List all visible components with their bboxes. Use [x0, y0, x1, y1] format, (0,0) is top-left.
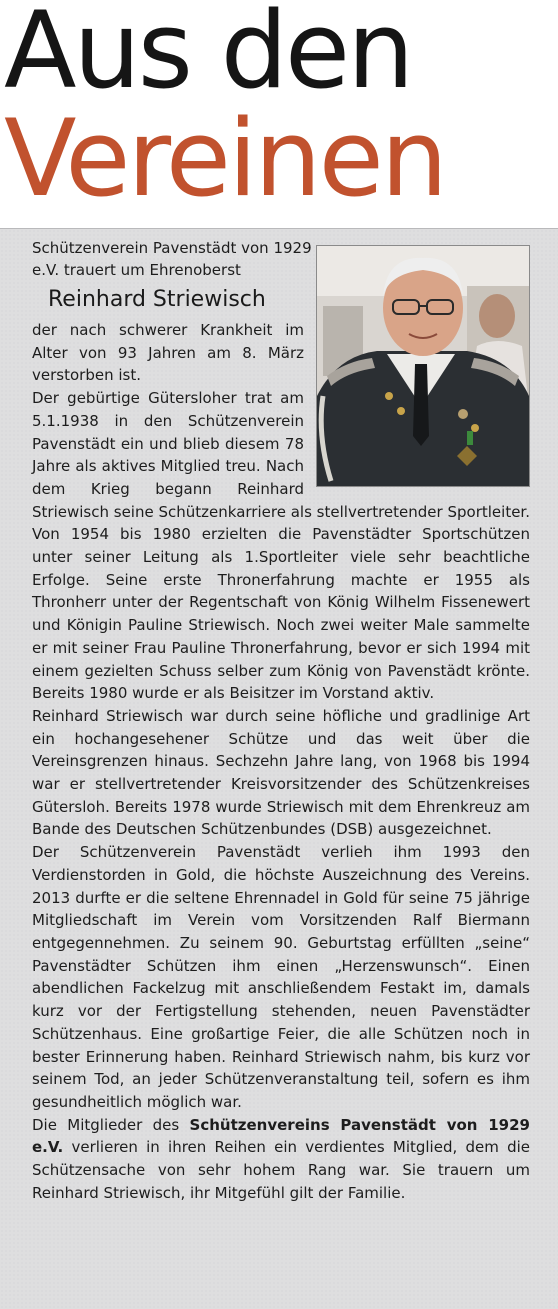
portrait-illustration	[317, 246, 529, 486]
article-panel	[0, 228, 558, 1309]
club-name-bold: Schützenvereins Pavenstädt von 1929 e.V.	[32, 1115, 530, 1157]
portrait-photo	[316, 245, 530, 487]
article-body	[32, 237, 530, 1204]
header	[0, 0, 558, 226]
paragraph-1: der nach schwerer Krankheit im Alter von 93 Jahren am 8. März verstorben ist.	[32, 321, 304, 385]
paragraph-5-end: verlieren in ihren Reihen ein verdientes Mitglied, dem die Schützensache von sehr hohem Rang war. Sie trauern um Reinhard Striewisch, ihr Mitgefühl gilt der Familie.	[32, 1138, 530, 1202]
paragraph-2: Der gebürtige Gütersloher trat am 5.1.1938 in den Schützenverein Pavenstädt ein und blieb diesem 78 Jahre als aktives Mitglied treu. Nach dem Krieg begann Reinhard Striewisch seine Schützenkarriere als stellvertretender Sportleiter. Von 1954 bis 1980 erzielten die Pavenstädter Sportschützen unter seiner Leitung als 1.Sportleiter viele sehr beachtliche Erfolge. Seine erste Thronerfahrung machte er 1955 als Thronherr unter der Regentschaft von König Wilhelm Fissenewert und Königin Pauline Striewisch. Noch zwei weiter Male sammelte er mit seiner Frau Pauline Thronerfahrung, bevor er sich 1994 mit einem gezielten Schuss selber zum König von Pavenstädt krönte. Bereits 1980 wurde er als Beisitzer im Vorstand aktiv.	[32, 389, 530, 703]
article-intro: Schützenverein Pavenstädt von 1929 e.V. trauert um Ehrenoberst	[32, 239, 312, 279]
page-title: Aus den	[4, 0, 412, 112]
paragraph-3: Reinhard Striewisch war durch seine höfliche und gradlinige Art ein hochangesehener Schütze und das weit über die Vereinsgrenzen hinaus. Sechzehn Jahre lang, von 1968 bis 1994 war er stellvertretender Kreisvorsitzender des Schützenkreises Gütersloh. Bereits 1978 wurde Striewisch mit dem Ehrenkreuz am Bande des Deutschen Schützenbundes (DSB) ausgezeichnet.	[32, 706, 530, 839]
paragraph-5	[32, 1114, 530, 1205]
person-name: Reinhard Striewisch	[48, 287, 266, 312]
paragraph-5-start: Die Mitglieder des	[32, 1115, 190, 1134]
paragraph-4: Der Schützenverein Pavenstädt verlieh ihm 1993 den Verdienstorden in Gold, die höchste Auszeichnung des Vereins. 2013 durfte er die seltene Ehrennadel in Gold für seine 75 jährige Mitgliedschaft im Verein vom Vorsitzenden Ralf Biermann entgegennehmen. Zu seinem 90. Geburtstag erfüllten „seine“ Pavenstädter Schützen ihm einen „Herzenswunsch“. Einen abendlichen Fackelzug mit anschließendem Festakt im, damals kurz vor der Fertigstellung stehenden, neuen Pavenstädter Schützenhaus. Eine großartige Feier, die alle Schützen noch in bester Erinnerung haben. Reinhard Striewisch nahm, bis kurz vor seinem Tod, an jeder Schützenveranstaltung teil, sofern es ihm gesundheitlich möglich war.	[32, 843, 530, 1111]
page-title-accent: Vereinen	[4, 97, 445, 220]
